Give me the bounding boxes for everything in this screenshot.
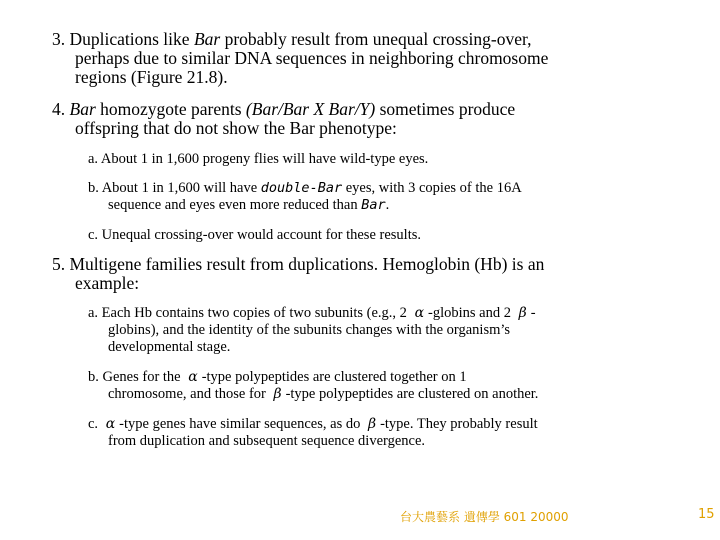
item-4-line-1: 4. Bar homozygote parents (Bar/Bar X Bar/Y) sometimes produce	[52, 99, 516, 119]
sub-item-5b	[88, 369, 688, 403]
paragraph-item-4	[52, 100, 672, 138]
paragraph-item-5	[52, 255, 672, 293]
sub-item-5c-line-2: from duplication and subsequent sequence divergence.	[108, 433, 426, 449]
paragraph-item-3	[52, 30, 672, 87]
item-4-line-2: offspring that do not show the Bar phenotype:	[75, 118, 397, 138]
sub-item-4c: c. Unequal crossing-over would account for these results.	[88, 227, 421, 243]
footer-course-label: 台大農藝系 遺傳學 601 20000	[400, 510, 569, 524]
sub-item-4b-line-1: b. About 1 in 1,600 will have double-Bar eyes, with 3 copies of the 16A	[88, 180, 522, 196]
beta-symbol: β	[367, 416, 377, 432]
item-3-line-1: 3. Duplications like Bar probably result from unequal crossing-over,	[52, 29, 532, 49]
sub-item-5c-line-1: c. α -type genes have similar sequences, as do β -type. They probably result	[88, 416, 538, 432]
beta-symbol: β	[273, 386, 282, 402]
sub-item-5b-line-2: chromosome, and those for β -type polypeptides are clustered on another.	[108, 386, 539, 402]
sub-item-5a-line-3: developmental stage.	[108, 339, 231, 355]
sub-item-5c	[88, 416, 688, 450]
item-5-line-1: 5. Multigene families result from duplications. Hemoglobin (Hb) is an	[52, 254, 545, 274]
page-number: 15	[698, 507, 715, 522]
sub-item-4b	[88, 180, 688, 214]
item-3-line-2: perhaps due to similar DNA sequences in neighboring chromosome	[75, 48, 549, 68]
sub-item-4b-line-2: sequence and eyes even more reduced than Bar.	[108, 197, 390, 213]
sub-item-5b-line-1: b. Genes for the α -type polypeptides are clustered together on 1	[88, 369, 467, 385]
alpha-symbol: α	[188, 369, 198, 385]
alpha-symbol: α	[105, 416, 116, 432]
item-3-line-3: regions (Figure 21.8).	[75, 67, 228, 87]
sub-item-5a-line-2: globins), and the identity of the subunits changes with the organism’s	[108, 322, 511, 338]
item-5-line-2: example:	[75, 273, 140, 293]
sub-item-5a	[88, 305, 688, 356]
alpha-symbol: α	[414, 305, 425, 321]
sub-item-4a: a. About 1 in 1,600 progeny flies will have wild-type eyes.	[88, 151, 429, 167]
beta-symbol: β	[518, 305, 527, 321]
sub-item-5a-line-1: a. Each Hb contains two copies of two subunits (e.g., 2 α -globins and 2 β -	[88, 305, 536, 321]
